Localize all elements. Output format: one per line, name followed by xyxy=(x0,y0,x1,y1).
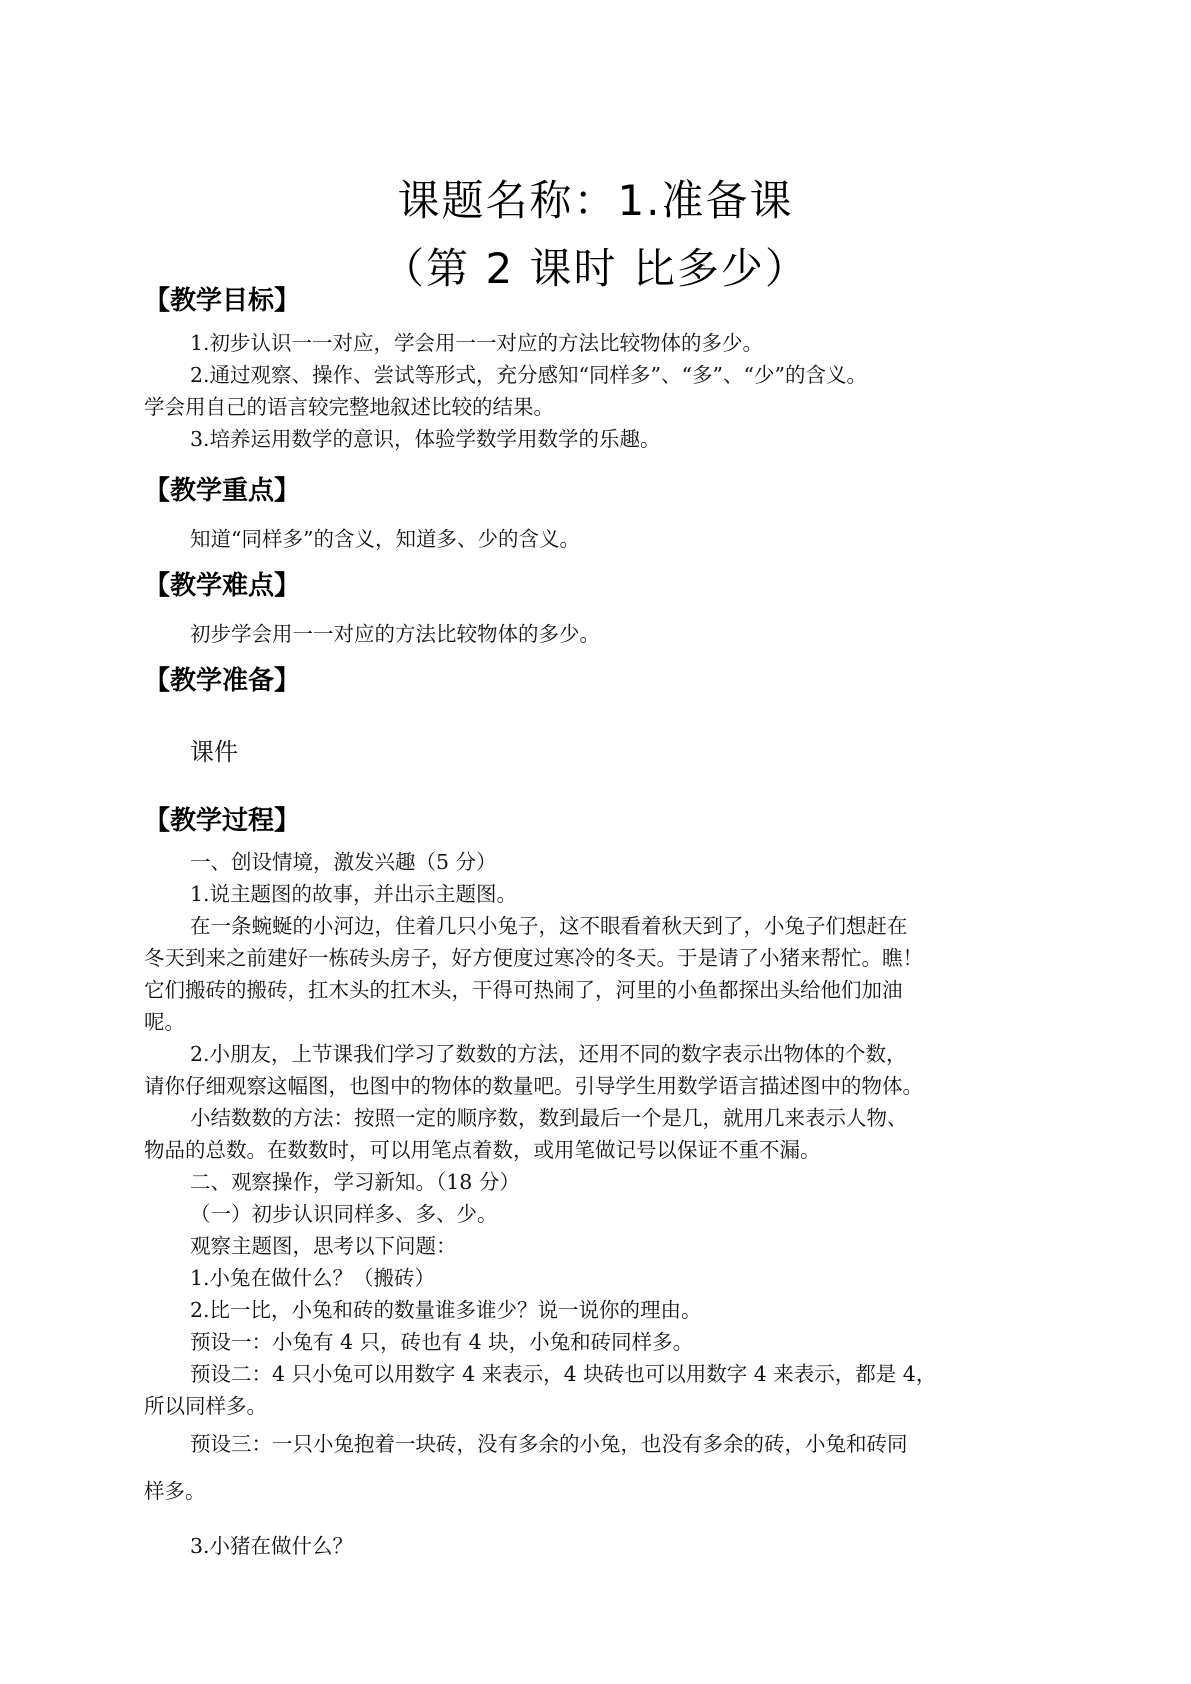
process-heading: 【教学过程】 xyxy=(144,806,301,836)
difficulty-line-1: 初步学会用一一对应的方法比较物体的多少。 xyxy=(190,622,600,646)
goals-line-3: 学会用自己的语言较完整地叙述比较的结果。 xyxy=(144,395,554,419)
process-line-13: 观察主题图，思考以下问题： xyxy=(190,1234,457,1258)
process-line-6: 呢。 xyxy=(144,1010,185,1034)
page-subtitle: （第 2 课时 比多少） xyxy=(382,244,809,293)
goals-line-2: 2.通过观察、操作、尝试等形式，充分感知“同样多”、“多”、“少”的含义。 xyxy=(190,363,867,387)
process-line-15: 2.比一比，小兔和砖的数量谁多谁少？说一说你的理由。 xyxy=(190,1298,702,1322)
process-line-14: 1.小兔在做什么？（搬砖） xyxy=(190,1266,436,1290)
process-line-4: 冬天到来之前建好一栋砖头房子，好方便度过寒冷的冬天。于是请了小猪来帮忙。瞧！ xyxy=(144,946,923,970)
key-heading: 【教学重点】 xyxy=(144,476,301,506)
process-line-21: 3.小猪在做什么？ xyxy=(190,1534,354,1558)
page-title: 课题名称：1.准备课 xyxy=(397,176,794,225)
process-line-19: 预设三：一只小兔抱着一块砖，没有多余的小兔，也没有多余的砖，小兔和砖同 xyxy=(190,1432,908,1456)
process-line-7: 2.小朋友，上节课我们学习了数数的方法，还用不同的数字表示出物体的个数， xyxy=(190,1042,907,1066)
process-line-5: 它们搬砖的搬砖，扛木头的扛木头，干得可热闹了，河里的小鱼都探出头给他们加油 xyxy=(144,978,903,1002)
key-line-1: 知道“同样多”的含义，知道多、少的含义。 xyxy=(190,527,580,551)
process-line-16: 预设一：小兔有 4 只，砖也有 4 块，小兔和砖同样多。 xyxy=(190,1330,694,1354)
goals-line-1: 1.初步认识一一对应，学会用一一对应的方法比较物体的多少。 xyxy=(190,331,764,355)
goals-heading: 【教学目标】 xyxy=(144,286,301,316)
process-line-20: 样多。 xyxy=(144,1479,206,1503)
process-line-8: 请你仔细观察这幅图，也图中的物体的数量吧。引导学生用数学语言描述图中的物体。 xyxy=(144,1074,923,1098)
process-line-9: 小结数数的方法：按照一定的顺序数，数到最后一个是几，就用几来表示人物、 xyxy=(190,1106,908,1130)
goals-line-4: 3.培养运用数学的意识，体验学数学用数学的乐趣。 xyxy=(190,427,661,451)
process-line-2: 1.说主题图的故事，并出示主题图。 xyxy=(190,882,518,906)
prep-heading: 【教学准备】 xyxy=(144,666,301,696)
process-line-10: 物品的总数。在数数时，可以用笔点着数，或用笔做记号以保证不重不漏。 xyxy=(144,1138,821,1162)
difficulty-heading: 【教学难点】 xyxy=(144,571,301,601)
process-line-18: 所以同样多。 xyxy=(144,1394,267,1418)
process-line-11: 二、观察操作，学习新知。（18 分） xyxy=(190,1170,520,1194)
prep-line-1: 课件 xyxy=(190,738,238,766)
process-line-12: （一）初步认识同样多、多、少。 xyxy=(190,1202,498,1226)
process-line-3: 在一条蜿蜒的小河边，住着几只小兔子，这不眼看着秋天到了，小兔子们想赶在 xyxy=(190,914,908,938)
process-line-1: 一、创设情境，激发兴趣（5 分） xyxy=(190,850,497,874)
process-line-17: 预设二：4 只小兔可以用数字 4 来表示，4 块砖也可以用数字 4 来表示，都是 4， xyxy=(190,1362,937,1386)
